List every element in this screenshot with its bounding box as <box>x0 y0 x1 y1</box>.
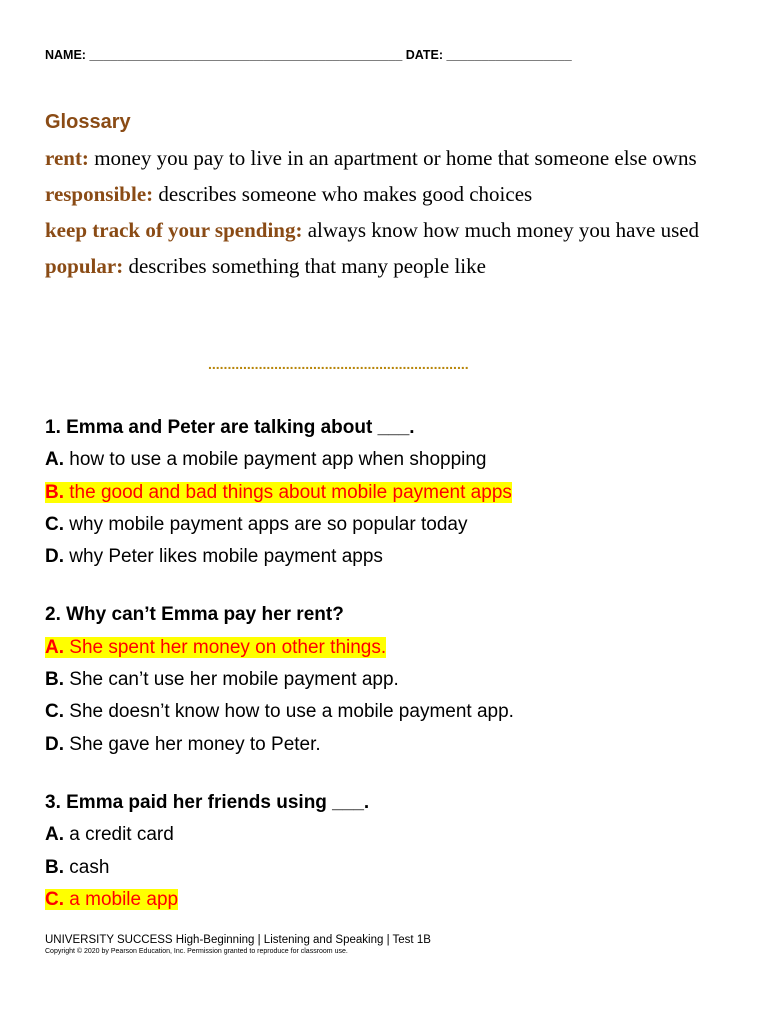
question-2 <box>45 599 745 760</box>
section-divider: ................................................................... <box>208 356 469 372</box>
name-field[interactable]: _____________________________________________ <box>89 48 403 62</box>
answer-option-b[interactable] <box>45 852 745 884</box>
option-letter: B. <box>45 481 64 503</box>
glossary-list <box>45 143 725 287</box>
answer-option-a[interactable] <box>45 444 745 476</box>
glossary-definition: always know how much money you have used <box>302 218 700 242</box>
option-letter: C. <box>45 513 64 535</box>
glossary-entry <box>45 179 725 210</box>
glossary-entry <box>45 251 725 282</box>
option-letter: C. <box>45 888 64 910</box>
answer-option-a-correct[interactable] <box>45 632 745 664</box>
option-text: how to use a mobile payment app when shopping <box>64 449 487 471</box>
answer-option-c[interactable] <box>45 696 745 728</box>
answer-option-c-correct[interactable] <box>45 884 745 916</box>
name-label: NAME: <box>45 48 86 62</box>
glossary-term: rent: <box>45 146 89 170</box>
glossary-term: responsible: <box>45 182 154 206</box>
header-fields <box>45 48 572 62</box>
option-letter: B. <box>45 856 64 878</box>
question-stem: 3. Emma paid her friends using ___. <box>45 791 370 813</box>
option-text: cash <box>64 856 110 878</box>
option-text: She gave her money to Peter. <box>64 733 321 755</box>
option-letter: B. <box>45 669 64 691</box>
answer-option-d[interactable] <box>45 541 745 573</box>
question-list <box>45 412 745 942</box>
answer-option-c[interactable] <box>45 509 745 541</box>
answer-option-b[interactable] <box>45 664 745 696</box>
question-stem: 2. Why can’t Emma pay her rent? <box>45 604 344 626</box>
glossary-entry <box>45 215 725 246</box>
option-letter: A. <box>45 449 64 471</box>
option-letter: A. <box>45 824 64 846</box>
option-letter: D. <box>45 733 64 755</box>
date-field[interactable]: __________________ <box>446 48 572 62</box>
option-text: a mobile app <box>64 888 179 910</box>
answer-option-d[interactable] <box>45 729 745 761</box>
footer-title: UNIVERSITY SUCCESS High-Beginning | Listening and Speaking | Test 1B <box>45 934 431 946</box>
copyright-notice: Copyright © 2020 by Pearson Education, Inc. Permission granted to reproduce for classroom use. <box>45 948 348 955</box>
question-3 <box>45 787 745 916</box>
option-text: why Peter likes mobile payment apps <box>64 546 383 568</box>
glossary-definition: describes someone who makes good choices <box>153 182 533 206</box>
glossary-entry <box>45 143 725 174</box>
date-label: DATE: <box>405 48 444 62</box>
option-letter: A. <box>45 636 64 658</box>
glossary-title: Glossary <box>45 111 131 133</box>
page-footer <box>45 933 431 957</box>
question-stem: 1. Emma and Peter are talking about ___. <box>45 417 415 438</box>
option-text: the good and bad things about mobile payment apps <box>64 481 512 503</box>
option-text: She spent her money on other things. <box>64 636 387 658</box>
answer-option-a[interactable] <box>45 819 745 851</box>
option-letter: D. <box>45 546 64 568</box>
answer-option-b-correct[interactable] <box>45 477 745 509</box>
option-text: She doesn’t know how to use a mobile payment app. <box>64 701 514 723</box>
glossary-definition: describes something that many people like <box>123 254 486 278</box>
option-text: a credit card <box>64 824 174 846</box>
question-1 <box>45 412 745 573</box>
option-letter: C. <box>45 701 64 723</box>
glossary-term: popular: <box>45 254 124 278</box>
glossary-definition: money you pay to live in an apartment or home that someone else owns <box>88 146 697 170</box>
glossary-term: keep track of your spending: <box>45 218 303 242</box>
option-text: She can’t use her mobile payment app. <box>64 669 399 691</box>
option-text: why mobile payment apps are so popular today <box>64 513 468 535</box>
